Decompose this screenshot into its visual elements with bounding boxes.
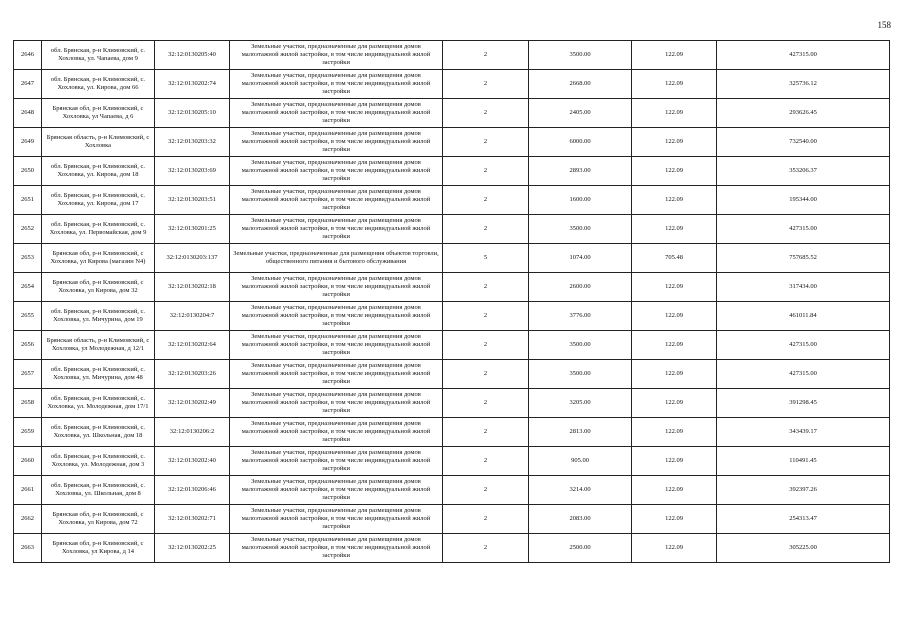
- table-row: [14, 389, 890, 418]
- address-cell: обл. Брянская, р-н Климовский, с. Хохловка, ул. Кирова, дом 18: [42, 157, 155, 186]
- cadastral-number-cell: 32:12:0130203:32: [155, 128, 230, 157]
- use-group-cell: 2: [443, 41, 529, 70]
- specific-value-cell: 122.09: [632, 157, 717, 186]
- row-number: 2655: [14, 302, 42, 331]
- cadastral-number-cell: 32:12:0130202:25: [155, 534, 230, 563]
- cadastral-value-cell: 293626.45: [717, 99, 890, 128]
- cadastral-number-cell: 32:12:0130202:18: [155, 273, 230, 302]
- cadastral-value-cell: 325736.12: [717, 70, 890, 99]
- specific-value-cell: 122.09: [632, 41, 717, 70]
- address-cell: Брянская область, р-н Климовский, с Хохловка, ул Молодежная, д 12/1: [42, 331, 155, 360]
- row-number: 2653: [14, 244, 42, 273]
- cadastral-value-cell: 427315.00: [717, 331, 890, 360]
- row-number: 2650: [14, 157, 42, 186]
- specific-value-cell: 122.09: [632, 273, 717, 302]
- use-group-cell: 2: [443, 389, 529, 418]
- row-number: 2648: [14, 99, 42, 128]
- area-cell: 3500.00: [529, 331, 632, 360]
- address-cell: обл. Брянская, р-н Климовский, с. Хохловка, ул. Первомайская, дом 9: [42, 215, 155, 244]
- use-group-cell: 2: [443, 273, 529, 302]
- use-group-cell: 2: [443, 360, 529, 389]
- cadastral-value-cell: 427315.00: [717, 215, 890, 244]
- use-group-cell: 2: [443, 302, 529, 331]
- area-cell: 3776.00: [529, 302, 632, 331]
- land-use-cell: Земельные участки, предназначенные для размещения домов малоэтажной жилой застройки, в том числе индивидуальной жилой застройки: [230, 534, 443, 563]
- table-row: [14, 360, 890, 389]
- table-row: [14, 302, 890, 331]
- cadastral-value-cell: 343439.17: [717, 418, 890, 447]
- address-cell: обл. Брянская, р-н Климовский, с. Хохловка, ул. Кирова, дом 66: [42, 70, 155, 99]
- use-group-cell: 2: [443, 215, 529, 244]
- specific-value-cell: 122.09: [632, 215, 717, 244]
- land-use-cell: Земельные участки, предназначенные для размещения домов малоэтажной жилой застройки, в том числе индивидуальной жилой застройки: [230, 157, 443, 186]
- cadastral-number-cell: 32:12:0130202:49: [155, 389, 230, 418]
- cadastral-value-cell: 195344.00: [717, 186, 890, 215]
- land-registry-table: [13, 40, 890, 563]
- area-cell: 2893.00: [529, 157, 632, 186]
- use-group-cell: 2: [443, 186, 529, 215]
- area-cell: 3214.00: [529, 476, 632, 505]
- land-use-cell: Земельные участки, предназначенные для размещения домов малоэтажной жилой застройки, в том числе индивидуальной жилой застройки: [230, 128, 443, 157]
- use-group-cell: 2: [443, 331, 529, 360]
- area-cell: 1074.00: [529, 244, 632, 273]
- row-number: 2646: [14, 41, 42, 70]
- cadastral-value-cell: 254313.47: [717, 505, 890, 534]
- specific-value-cell: 122.09: [632, 505, 717, 534]
- page-number: 158: [877, 20, 891, 30]
- address-cell: Брянская обл, р-н Климовский, с Хохловка, ул Кирова, д 14: [42, 534, 155, 563]
- cadastral-number-cell: 32:12:0130205:10: [155, 99, 230, 128]
- table-row: [14, 534, 890, 563]
- use-group-cell: 5: [443, 244, 529, 273]
- specific-value-cell: 122.09: [632, 99, 717, 128]
- land-use-cell: Земельные участки, предназначенные для размещения домов малоэтажной жилой застройки, в том числе индивидуальной жилой застройки: [230, 99, 443, 128]
- specific-value-cell: 122.09: [632, 447, 717, 476]
- cadastral-number-cell: 32:12:0130201:25: [155, 215, 230, 244]
- table-row: [14, 99, 890, 128]
- table-row: [14, 505, 890, 534]
- cadastral-number-cell: 32:12:0130202:71: [155, 505, 230, 534]
- land-use-cell: Земельные участки, предназначенные для размещения домов малоэтажной жилой застройки, в том числе индивидуальной жилой застройки: [230, 447, 443, 476]
- address-cell: Брянская обл, р-н Климовский, с Хохловка, ул Кирова, дом 72: [42, 505, 155, 534]
- row-number: 2663: [14, 534, 42, 563]
- table-row: [14, 273, 890, 302]
- land-use-cell: Земельные участки, предназначенные для размещения домов малоэтажной жилой застройки, в том числе индивидуальной жилой застройки: [230, 360, 443, 389]
- address-cell: Брянская обл, р-н Климовский, с Хохловка, ул Чапаева, д 6: [42, 99, 155, 128]
- land-use-cell: Земельные участки, предназначенные для размещения домов малоэтажной жилой застройки, в том числе индивидуальной жилой застройки: [230, 70, 443, 99]
- use-group-cell: 2: [443, 70, 529, 99]
- land-use-cell: Земельные участки, предназначенные для размещения объектов торговли, общественного питания и бытового обслуживания: [230, 244, 443, 273]
- cadastral-number-cell: 32:12:0130202:74: [155, 70, 230, 99]
- specific-value-cell: 122.09: [632, 302, 717, 331]
- area-cell: 2405.00: [529, 99, 632, 128]
- land-use-cell: Земельные участки, предназначенные для размещения домов малоэтажной жилой застройки, в том числе индивидуальной жилой застройки: [230, 41, 443, 70]
- area-cell: 2668.00: [529, 70, 632, 99]
- cadastral-value-cell: 427315.00: [717, 360, 890, 389]
- row-number: 2652: [14, 215, 42, 244]
- row-number: 2661: [14, 476, 42, 505]
- specific-value-cell: 122.09: [632, 360, 717, 389]
- land-use-cell: Земельные участки, предназначенные для размещения домов малоэтажной жилой застройки, в том числе индивидуальной жилой застройки: [230, 215, 443, 244]
- area-cell: 905.00: [529, 447, 632, 476]
- cadastral-number-cell: 32:12:0130202:64: [155, 331, 230, 360]
- address-cell: обл. Брянская, р-н Климовский, с. Хохловка, ул. Школьная, дом 18: [42, 418, 155, 447]
- address-cell: Брянская обл, р-н Климовский, с Хохловка, ул Кирова, дом 32: [42, 273, 155, 302]
- address-cell: Брянская область, р-н Климовский, с Хохловка: [42, 128, 155, 157]
- land-use-cell: Земельные участки, предназначенные для размещения домов малоэтажной жилой застройки, в том числе индивидуальной жилой застройки: [230, 302, 443, 331]
- land-use-cell: Земельные участки, предназначенные для размещения домов малоэтажной жилой застройки, в том числе индивидуальной жилой застройки: [230, 186, 443, 215]
- land-use-cell: Земельные участки, предназначенные для размещения домов малоэтажной жилой застройки, в том числе индивидуальной жилой застройки: [230, 418, 443, 447]
- cadastral-value-cell: 392397.26: [717, 476, 890, 505]
- specific-value-cell: 122.09: [632, 186, 717, 215]
- address-cell: обл. Брянская, р-н Климовский, с. Хохловка, ул. Чапаева, дом 9: [42, 41, 155, 70]
- address-cell: Брянская обл, р-н Климовский, с Хохловка, ул Кирова (магазин N4): [42, 244, 155, 273]
- cadastral-value-cell: 110491.45: [717, 447, 890, 476]
- specific-value-cell: 705.48: [632, 244, 717, 273]
- cadastral-number-cell: 32:12:0130205:40: [155, 41, 230, 70]
- use-group-cell: 2: [443, 418, 529, 447]
- area-cell: 3500.00: [529, 41, 632, 70]
- row-number: 2658: [14, 389, 42, 418]
- use-group-cell: 2: [443, 99, 529, 128]
- specific-value-cell: 122.09: [632, 418, 717, 447]
- row-number: 2656: [14, 331, 42, 360]
- address-cell: обл. Брянская, р-н Климовский, с. Хохловка, ул. Мичурина, дом 19: [42, 302, 155, 331]
- cadastral-value-cell: 305225.00: [717, 534, 890, 563]
- specific-value-cell: 122.09: [632, 534, 717, 563]
- cadastral-value-cell: 427315.00: [717, 41, 890, 70]
- cadastral-value-cell: 317434.00: [717, 273, 890, 302]
- cadastral-value-cell: 757685.52: [717, 244, 890, 273]
- cadastral-number-cell: 32:12:0130203:137: [155, 244, 230, 273]
- address-cell: обл. Брянская, р-н Климовский, с. Хохловка, ул. Молодежная, дом 3: [42, 447, 155, 476]
- land-use-cell: Земельные участки, предназначенные для размещения домов малоэтажной жилой застройки, в том числе индивидуальной жилой застройки: [230, 273, 443, 302]
- land-use-cell: Земельные участки, предназначенные для размещения домов малоэтажной жилой застройки, в том числе индивидуальной жилой застройки: [230, 331, 443, 360]
- table-row: [14, 476, 890, 505]
- row-number: 2657: [14, 360, 42, 389]
- cadastral-value-cell: 353206.37: [717, 157, 890, 186]
- area-cell: 2600.00: [529, 273, 632, 302]
- row-number: 2654: [14, 273, 42, 302]
- row-number: 2649: [14, 128, 42, 157]
- table-row: [14, 244, 890, 273]
- table-row: [14, 447, 890, 476]
- cadastral-number-cell: 32:12:0130206:46: [155, 476, 230, 505]
- cadastral-number-cell: 32:12:0130203:69: [155, 157, 230, 186]
- specific-value-cell: 122.09: [632, 389, 717, 418]
- cadastral-number-cell: 32:12:0130203:51: [155, 186, 230, 215]
- area-cell: 3205.00: [529, 389, 632, 418]
- cadastral-number-cell: 32:12:0130202:40: [155, 447, 230, 476]
- land-use-cell: Земельные участки, предназначенные для размещения домов малоэтажной жилой застройки, в том числе индивидуальной жилой застройки: [230, 476, 443, 505]
- address-cell: обл. Брянская, р-н Климовский, с. Хохловка, ул. Мичурина, дом 48: [42, 360, 155, 389]
- address-cell: обл. Брянская, р-н Климовский, с. Хохловка, ул. Школьная, дом 8: [42, 476, 155, 505]
- cadastral-number-cell: 32:12:0130204:7: [155, 302, 230, 331]
- use-group-cell: 2: [443, 476, 529, 505]
- row-number: 2662: [14, 505, 42, 534]
- use-group-cell: 2: [443, 157, 529, 186]
- area-cell: 2500.00: [529, 534, 632, 563]
- area-cell: 3500.00: [529, 215, 632, 244]
- table-row: [14, 215, 890, 244]
- table-row: [14, 186, 890, 215]
- area-cell: 3500.00: [529, 360, 632, 389]
- use-group-cell: 2: [443, 447, 529, 476]
- table-row: [14, 70, 890, 99]
- table-row: [14, 157, 890, 186]
- row-number: 2660: [14, 447, 42, 476]
- area-cell: 2083.00: [529, 505, 632, 534]
- area-cell: 1600.00: [529, 186, 632, 215]
- area-cell: 6000.00: [529, 128, 632, 157]
- table-row: [14, 418, 890, 447]
- row-number: 2659: [14, 418, 42, 447]
- row-number: 2651: [14, 186, 42, 215]
- table-row: [14, 128, 890, 157]
- specific-value-cell: 122.09: [632, 70, 717, 99]
- area-cell: 2813.00: [529, 418, 632, 447]
- specific-value-cell: 122.09: [632, 476, 717, 505]
- cadastral-number-cell: 32:12:0130206:2: [155, 418, 230, 447]
- row-number: 2647: [14, 70, 42, 99]
- use-group-cell: 2: [443, 505, 529, 534]
- cadastral-number-cell: 32:12:0130203:26: [155, 360, 230, 389]
- table-row: [14, 331, 890, 360]
- table-row: [14, 41, 890, 70]
- address-cell: обл. Брянская, р-н Климовский, с. Хохловка, ул. Молодежная, дом 17/1: [42, 389, 155, 418]
- use-group-cell: 2: [443, 128, 529, 157]
- specific-value-cell: 122.09: [632, 128, 717, 157]
- specific-value-cell: 122.09: [632, 331, 717, 360]
- cadastral-value-cell: 391298.45: [717, 389, 890, 418]
- use-group-cell: 2: [443, 534, 529, 563]
- land-use-cell: Земельные участки, предназначенные для размещения домов малоэтажной жилой застройки, в том числе индивидуальной жилой застройки: [230, 389, 443, 418]
- cadastral-value-cell: 732540.00: [717, 128, 890, 157]
- address-cell: обл. Брянская, р-н Климовский, с. Хохловка, ул. Кирова, дом 17: [42, 186, 155, 215]
- cadastral-value-cell: 461011.84: [717, 302, 890, 331]
- land-use-cell: Земельные участки, предназначенные для размещения домов малоэтажной жилой застройки, в том числе индивидуальной жилой застройки: [230, 505, 443, 534]
